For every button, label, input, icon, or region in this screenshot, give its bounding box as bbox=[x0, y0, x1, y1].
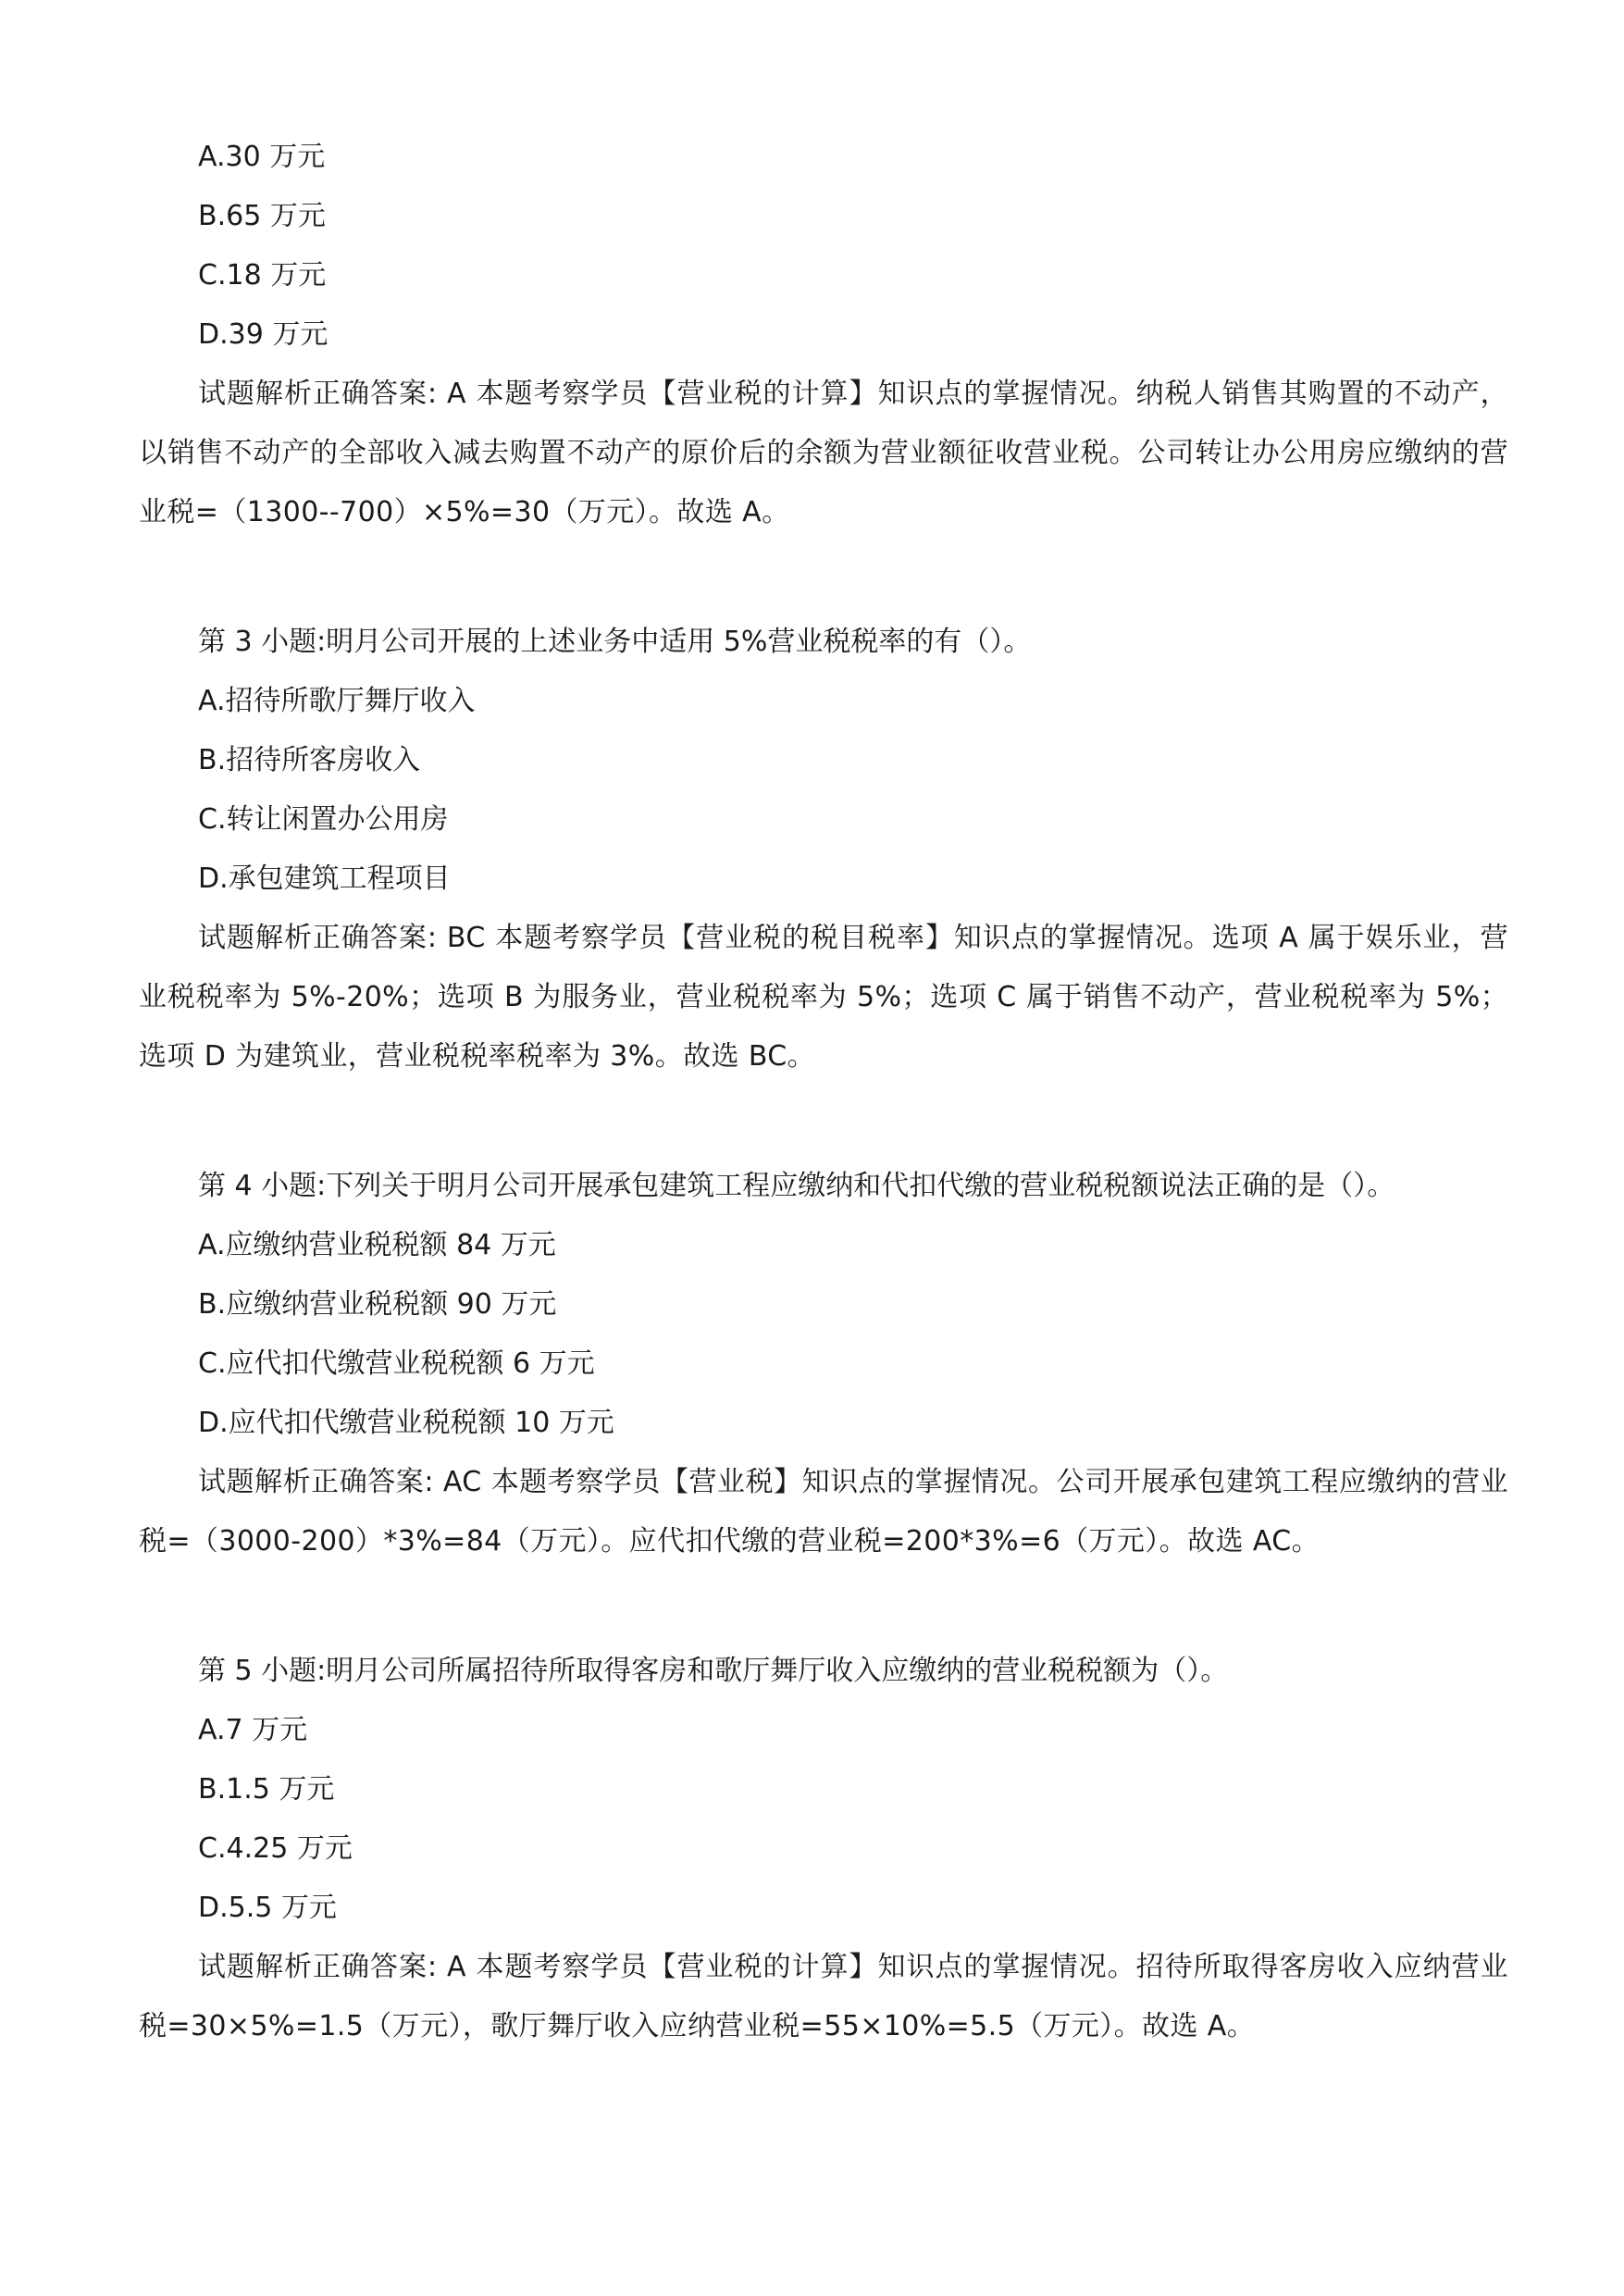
q3-option-a: A.招待所歌厅舞厅收入 bbox=[198, 685, 476, 717]
q4-option-d: D.应代扣代缴营业税税额 10 万元 bbox=[198, 1407, 614, 1439]
q5-option-d: D.5.5 万元 bbox=[198, 1892, 337, 1924]
q4-option-c: C.应代扣代缴营业税税额 6 万元 bbox=[198, 1347, 595, 1380]
q2-option-a: A.30 万元 bbox=[198, 141, 326, 173]
q4-option-a: A.应缴纳营业税税额 84 万元 bbox=[198, 1229, 556, 1261]
q4-option-b: B.应缴纳营业税税额 90 万元 bbox=[198, 1288, 557, 1321]
q2-option-c: C.18 万元 bbox=[198, 259, 327, 292]
q5-question: 第 5 小题:明月公司所属招待所取得客房和歌厅舞厅收入应缴纳的营业税税额为（）。 bbox=[198, 1655, 1229, 1687]
q5-analysis: 试题解析正确答案: A 本题考察学员【营业税的计算】知识点的掌握情况。招待所取得客房收入应纳营业税=30×5%=1.5（万元），歌厅舞厅收入应纳营业税=55×10%=5.5（万元）。故选 A。 bbox=[139, 1951, 1508, 2042]
q5-option-c: C.4.25 万元 bbox=[198, 1832, 353, 1865]
q3-question: 第 3 小题:明月公司开展的上述业务中适用 5%营业税税率的有（）。 bbox=[198, 626, 1032, 658]
q4-analysis: 试题解析正确答案: AC 本题考察学员【营业税】知识点的掌握情况。公司开展承包建筑工程应缴纳的营业税=（3000-200）*3%=84（万元）。应代扣代缴的营业税=200*3%=6（万元）。故选 AC。 bbox=[139, 1466, 1508, 1558]
q2-option-d: D.39 万元 bbox=[198, 318, 329, 351]
q2-option-b: B.65 万元 bbox=[198, 200, 326, 232]
q3-analysis: 试题解析正确答案: BC 本题考察学员【营业税的税目税率】知识点的掌握情况。选项 A 属于娱乐业，营业税税率为 5%-20%；选项 B 为服务业，营业税税率为 5%；选项 C 属于销售不动产，营业税税率为 5%；选项 D 为建筑业，营业税税率税率为 3%。故选 BC。 bbox=[139, 922, 1508, 1073]
q5-option-b: B.1.5 万元 bbox=[198, 1773, 335, 1806]
q3-option-b: B.招待所客房收入 bbox=[198, 744, 421, 776]
q3-option-d: D.承包建筑工程项目 bbox=[198, 863, 451, 895]
q3-option-c: C.转让闲置办公用房 bbox=[198, 803, 449, 836]
question-3-block bbox=[139, 624, 1508, 1086]
q5-option-a: A.7 万元 bbox=[198, 1714, 308, 1746]
question-2-block bbox=[139, 139, 1508, 542]
question-4-block bbox=[139, 1168, 1508, 1571]
question-5-block bbox=[139, 1653, 1508, 2056]
q4-question: 第 4 小题:下列关于明月公司开展承包建筑工程应缴纳和代扣代缴的营业税税额说法正确的是（）。 bbox=[198, 1170, 1395, 1202]
document-content bbox=[139, 139, 1508, 2056]
q2-analysis: 试题解析正确答案: A 本题考察学员【营业税的计算】知识点的掌握情况。纳税人销售其购置的不动产，以销售不动产的全部收入减去购置不动产的原价后的余额为营业额征收营业税。公司转让办公用房应缴纳的营业税=（1300--700）×5%=30（万元）。故选 A。 bbox=[139, 378, 1508, 528]
